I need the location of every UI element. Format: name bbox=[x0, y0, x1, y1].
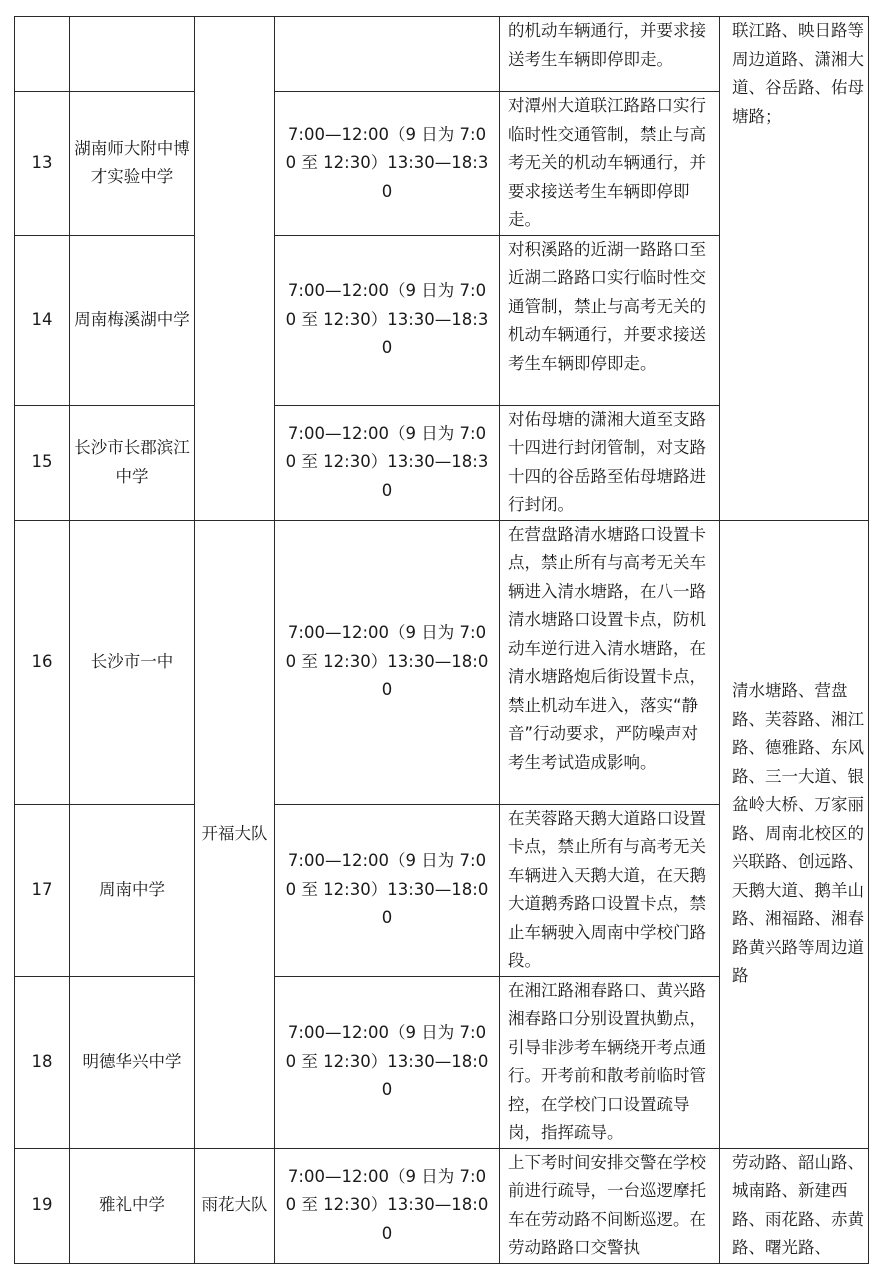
control-measure: 在湘江路湘春路口、黄兴路湘春路口分别设置执勤点，引导非涉考车辆绕开考点通行。开考前和散考前临时管控，在学校门口设置疏导岗，指挥疏导。 bbox=[500, 976, 720, 1148]
exam-site: 周南中学 bbox=[70, 804, 195, 976]
exam-site: 周南梅溪湖中学 bbox=[70, 235, 195, 405]
control-time: 7:00—12:00（9 日为 7:00 至 12:30）13:30—18:30 bbox=[275, 235, 500, 405]
control-time: 7:00—12:00（9 日为 7:00 至 12:30）13:30—18:00 bbox=[275, 1148, 500, 1263]
brigade-yuhua: 雨花大队 bbox=[195, 1148, 275, 1263]
control-measure: 的机动车辆通行，并要求接送考生车辆即停即走。 bbox=[500, 17, 720, 92]
control-measure: 上下考时间安排交警在学校前进行疏导，一台巡逻摩托车在劳动路不间断巡逻。在劳动路路口交警执 bbox=[500, 1148, 720, 1263]
row-number: 14 bbox=[15, 235, 70, 405]
exam-site: 湖南师大附中博才实验中学 bbox=[70, 92, 195, 236]
control-measure: 在营盘路清水塘路口设置卡点，禁止所有与高考无关车辆进入清水塘路，在八一路清水塘路口设置卡点，防机动车逆行进入清水塘路，在清水塘路炮后街设置卡点，禁止机动车进入，落实“静音”行动要求，严防噪声对考生考试造成影响。 bbox=[500, 520, 720, 804]
row-number: 17 bbox=[15, 804, 70, 976]
control-measure: 对潭州大道联江路路口实行临时性交通管制，禁止与高考无关的机动车辆通行，并要求接送考生车辆即停即走。 bbox=[500, 92, 720, 236]
brigade-kaifu: 开福大队 bbox=[195, 520, 275, 1148]
exam-site: 雅礼中学 bbox=[70, 1148, 195, 1263]
exam-site bbox=[70, 17, 195, 92]
control-time bbox=[275, 17, 500, 92]
affected-roads: 清水塘路、营盘路、芙蓉路、湘江路、德雅路、东风路、三一大道、银盆岭大桥、万家丽路、周南北校区的兴联路、创远路、天鹅大道、鹅羊山路、湘福路、湘春路黄兴路等周边道路 bbox=[720, 520, 869, 1148]
control-time: 7:00—12:00（9 日为 7:00 至 12:30）13:30—18:00 bbox=[275, 520, 500, 804]
control-measure: 对积溪路的近湖一路路口至近湖二路路口实行临时性交通管制，禁止与高考无关的机动车辆通行，并要求接送考生车辆即停即走。 bbox=[500, 235, 720, 405]
affected-roads: 劳动路、韶山路、城南路、新建西路、雨花路、赤黄路、曙光路、 bbox=[720, 1148, 869, 1263]
row-number: 19 bbox=[15, 1148, 70, 1263]
control-time: 7:00—12:00（9 日为 7:00 至 12:30）13:30—18:30 bbox=[275, 92, 500, 236]
table-row bbox=[15, 17, 869, 92]
control-time: 7:00—12:00（9 日为 7:00 至 12:30）13:30—18:00 bbox=[275, 804, 500, 976]
row-number: 15 bbox=[15, 405, 70, 520]
affected-roads: 联江路、映日路等周边道路、潇湘大道、谷岳路、佑母塘路； bbox=[720, 17, 869, 521]
table-row bbox=[15, 1148, 869, 1263]
row-number: 18 bbox=[15, 976, 70, 1148]
control-measure: 在芙蓉路天鹅大道路口设置卡点，禁止所有与高考无关车辆进入天鹅大道，在天鹅大道鹅秀路口设置卡点，禁止车辆驶入周南中学校门路段。 bbox=[500, 804, 720, 976]
control-time: 7:00—12:00（9 日为 7:00 至 12:30）13:30—18:00 bbox=[275, 976, 500, 1148]
row-number: 13 bbox=[15, 92, 70, 236]
exam-site: 明德华兴中学 bbox=[70, 976, 195, 1148]
exam-site: 长沙市长郡滨江中学 bbox=[70, 405, 195, 520]
exam-site: 长沙市一中 bbox=[70, 520, 195, 804]
control-measure: 对佑母塘的潇湘大道至支路十四进行封闭管制，对支路十四的谷岳路至佑母塘路进行封闭。 bbox=[500, 405, 720, 520]
brigade-cell-upper bbox=[195, 17, 275, 521]
traffic-control-table bbox=[14, 16, 869, 1264]
row-number: 16 bbox=[15, 520, 70, 804]
control-time: 7:00—12:00（9 日为 7:00 至 12:30）13:30—18:30 bbox=[275, 405, 500, 520]
table-row bbox=[15, 520, 869, 804]
row-number bbox=[15, 17, 70, 92]
